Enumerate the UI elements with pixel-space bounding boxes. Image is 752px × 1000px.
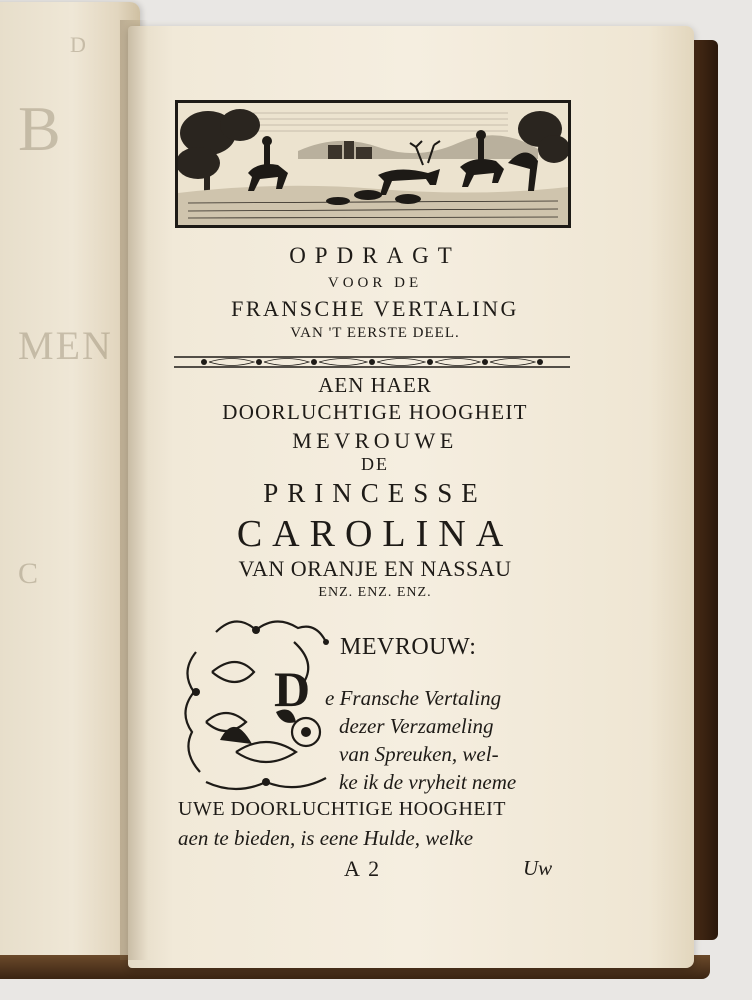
decorated-initial-ornament bbox=[176, 612, 336, 796]
heading-voor-de: VOOR DE bbox=[327, 275, 423, 291]
heading-opdragt: OPDRAGT bbox=[289, 243, 461, 268]
body-line: van Spreuken, wel- bbox=[339, 742, 499, 766]
body-line-uwe: UWE DOORLUCHTIGE HOOGHEIT bbox=[178, 798, 506, 820]
dedication-mevrouwe: MEVROUWE bbox=[292, 428, 458, 453]
dedication-enz: ENZ. ENZ. ENZ. bbox=[318, 585, 432, 600]
engraved-hunting-scene bbox=[175, 100, 571, 228]
body-line: ke ik de vryheit neme bbox=[339, 770, 517, 794]
body-line: aen te bieden, is eene Hulde, welke bbox=[178, 826, 474, 850]
body-line: e Fransche Vertaling bbox=[325, 686, 502, 710]
dedication-de: DE bbox=[361, 454, 389, 474]
ghost-text: C bbox=[18, 557, 39, 590]
drop-cap-letter: D bbox=[274, 661, 311, 717]
ghost-text: D bbox=[70, 32, 86, 57]
catchword: Uw bbox=[523, 856, 553, 880]
dedication-van-oranje: VAN ORANJE EN NASSAU bbox=[238, 556, 512, 581]
dedication-aen-haer: AEN HAER bbox=[318, 373, 432, 397]
ghost-text: B bbox=[18, 93, 61, 164]
signature-mark: A 2 bbox=[344, 856, 382, 881]
ornamental-rule bbox=[174, 352, 570, 372]
ghost-text: MEN bbox=[18, 323, 113, 368]
page-gutter-shadow bbox=[120, 20, 160, 960]
dedication-princesse: PRINCESSE bbox=[263, 478, 487, 508]
salutation: MEVROUW: bbox=[340, 634, 477, 660]
body-line: dezer Verzameling bbox=[339, 714, 494, 738]
heading-fransche-vertaling: FRANSCHE VERTALING bbox=[231, 296, 519, 321]
heading-eerste-deel: VAN 'T EERSTE DEEL. bbox=[290, 325, 460, 341]
previous-page bbox=[0, 2, 140, 967]
dedication-doorluchtige-hoogheit: DOORLUCHTIGE HOOGHEIT bbox=[222, 400, 528, 424]
dedication-carolina: CAROLINA bbox=[236, 513, 514, 555]
